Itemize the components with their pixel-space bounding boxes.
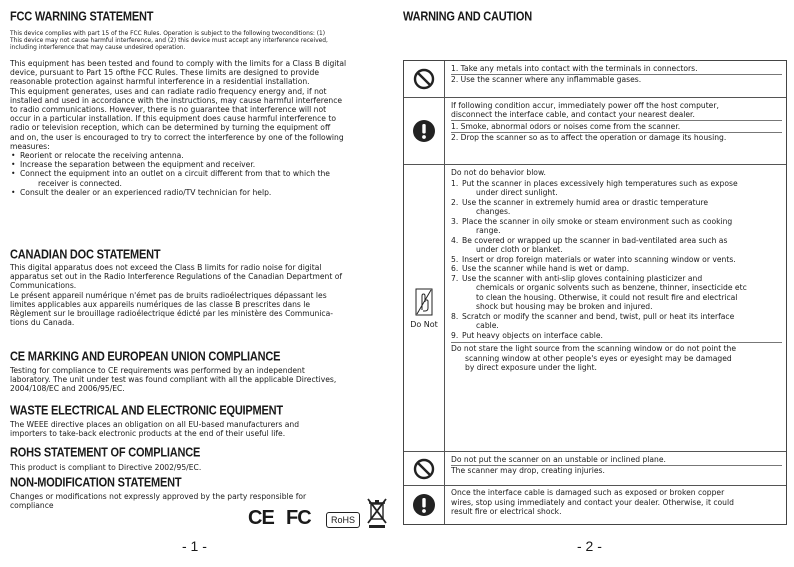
item-number: 3. xyxy=(451,216,459,226)
exclamation-icon xyxy=(412,119,436,143)
item-line: cable. xyxy=(476,321,499,331)
table-row xyxy=(404,485,786,524)
list-item: 2. Drop the scanner so as to affect the operation or damage its housing. xyxy=(451,133,727,143)
item-line: to clean the housing. Otherwise, it could not result fire and electrical xyxy=(476,292,738,302)
closing-line: scanning window at other people's eyes or eyesight may be damaged xyxy=(465,353,732,363)
item-line: under direct sunlight. xyxy=(476,188,558,198)
hand-prohibited-icon xyxy=(415,288,433,316)
table-row xyxy=(404,451,786,485)
ce-mark-logo: CE xyxy=(248,507,274,529)
list-item: 1. Take any metals into contact with the terminals in connectors. xyxy=(451,63,782,75)
mandatory-cell xyxy=(404,486,445,524)
list-item: • Reorient or relocate the receiving antenna. xyxy=(10,151,390,160)
item-line: Put heavy objects on interface cable. xyxy=(462,330,603,340)
mandatory-cell xyxy=(404,98,445,164)
list-item: • Consult the dealer or an experienced radio/TV technician for help. xyxy=(10,188,390,197)
ce-section xyxy=(10,350,390,362)
weee-bin-icon xyxy=(366,497,388,529)
fcc-measures-list xyxy=(10,151,390,179)
list-item xyxy=(451,264,782,274)
list-item xyxy=(451,236,782,255)
canadian-section xyxy=(10,248,390,260)
item-line: shock but housing may be broken and injured. xyxy=(476,302,653,312)
list-item xyxy=(451,274,782,312)
row-text xyxy=(445,452,786,485)
row-text xyxy=(445,61,786,97)
fcc-small-line: This device complies with part 15 of the FCC Rules. Operation is subject to the following twoconditions: (1) xyxy=(10,31,326,37)
weee-heading: WASTE ELECTRICAL AND ELECTRONIC EQUIPMENT xyxy=(10,404,283,418)
item-number: 8. xyxy=(451,311,459,321)
fcc-small-line: This device may not cause harmful interference, and (2) this device must accept any interference received, xyxy=(10,37,328,44)
ce-body xyxy=(10,366,390,394)
prohibition-icon xyxy=(413,458,435,480)
fcc-small-line: including interference that may cause undesired operation. xyxy=(10,44,186,51)
closing-line: by direct exposure under the light. xyxy=(465,363,597,373)
closing-note xyxy=(451,342,782,373)
weee-line: importers to take-back electronic products at the end of their useful life. xyxy=(10,429,286,439)
fcc-line: device, pursuant to Part 15 ofthe FCC Rules. These limits are designed to provide xyxy=(10,68,320,78)
prohibition-icon xyxy=(413,68,435,90)
weee-section xyxy=(10,404,390,416)
fcc-line: This equipment generates, uses and can radiate radio frequency energy and, if not xyxy=(10,86,327,96)
do-not-intro: Do not do behavior blow. xyxy=(451,168,546,177)
fcc-section xyxy=(10,10,390,22)
fcc-line: installed and used in accordance with the instructions, may cause harmful interference xyxy=(10,95,343,105)
fcc-heading: FCC WARNING STATEMENT xyxy=(10,10,154,24)
cable-line: Once the interface cable is damaged such as exposed or broken copper xyxy=(451,488,725,497)
table-row xyxy=(404,61,786,97)
page-left xyxy=(0,0,395,567)
item-line: Put the scanner in places excessively high temperatures such as expose xyxy=(462,178,738,188)
cable-line: result fire or electrical shock. xyxy=(451,507,562,517)
prohibition-cell xyxy=(404,452,445,485)
nonmod-line: Changes or modifications not expressly approved by the party responsible for xyxy=(10,492,307,501)
list-item: The scanner may drop, creating injuries. xyxy=(451,466,605,476)
canadian-body xyxy=(10,263,390,327)
do-not-cell xyxy=(404,165,445,451)
item-line: Insert or drop foreign materials or water into scanning window or vents. xyxy=(462,254,736,264)
condition-intro xyxy=(451,100,782,121)
list-item-continuation: receiver is connected. xyxy=(38,178,122,188)
canadian-line: Règlement sur le brouillage radioélectrique édicté par les ministère des Communica- xyxy=(10,309,334,319)
page-number-right: - 2 - xyxy=(577,538,602,554)
rohs-logo: RoHS xyxy=(326,512,360,528)
prohibition-cell xyxy=(404,61,445,97)
item-number: 1. xyxy=(451,178,459,188)
item-number: 2. xyxy=(451,197,459,207)
item-line: under cloth or blanket. xyxy=(476,245,563,255)
item-line: Be covered or wrapped up the scanner in bad-ventilated area such as xyxy=(462,235,728,245)
list-item xyxy=(451,217,782,236)
table-row xyxy=(404,97,786,164)
item-line: Use the scanner with anti-slip gloves containing plasticizer and xyxy=(462,273,703,283)
item-line: chemicals or organic solvents such as benzene, thinner, insecticide etc xyxy=(476,283,747,293)
item-line: Place the scanner in oily smoke or steam environment such as cooking xyxy=(462,216,733,226)
exclamation-icon xyxy=(412,493,436,517)
item-line: range. xyxy=(476,226,501,236)
canadian-line: tions du Canada. xyxy=(10,318,75,328)
list-item: • Connect the equipment into an outlet on a circuit different from that to which the xyxy=(10,169,390,178)
canadian-line: Le présent appareil numérique n'émet pas de bruits radioélectriques dépassant les xyxy=(10,290,327,300)
item-number: 5. xyxy=(451,254,459,264)
canadian-line: apparatus set out in the Radio Interference Regulations of the Canadian Department of xyxy=(10,272,343,282)
nonmod-heading: NON-MODIFICATION STATEMENT xyxy=(10,476,182,490)
list-item: • Increase the separation between the equipment and receiver. xyxy=(10,160,390,169)
ce-line: Testing for compliance to CE requirements was performed by an independent xyxy=(10,366,305,375)
ce-heading: CE MARKING AND EUROPEAN UNION COMPLIANCE xyxy=(10,350,281,364)
item-number: 7. xyxy=(451,273,459,283)
fcc-line: measures: xyxy=(10,141,50,151)
rohs-body xyxy=(10,463,390,472)
row-text xyxy=(445,165,786,451)
fcc-body xyxy=(10,59,390,197)
intro-line: If following condition accur, immediately power off the host computer, xyxy=(451,100,719,110)
canadian-line: Communications. xyxy=(10,281,77,291)
item-number: 4. xyxy=(451,235,459,245)
item-number: 9. xyxy=(451,330,459,340)
list-item xyxy=(451,255,782,265)
fcc-line: occur in a particular installation. If this equipment does cause harmful interference to xyxy=(10,114,336,124)
ce-line: laboratory. The unit under test was found compliant with all the applicable Directives, xyxy=(10,375,337,385)
row-text xyxy=(445,98,786,164)
row-text xyxy=(445,486,786,524)
fcc-small-print xyxy=(10,31,390,51)
nonmod-section xyxy=(10,476,390,488)
list-item xyxy=(451,198,782,217)
fcc-line: and on, the user is encouraged to try to correct the interference by one of the following xyxy=(10,132,344,142)
item-line: Use the scanner in extremely humid area or drastic temperature xyxy=(462,197,709,207)
fcc-logo: FC xyxy=(286,507,311,529)
rohs-line: This product is compliant to Directive 2002/95/EC. xyxy=(10,463,202,472)
canadian-heading: CANADIAN DOC STATEMENT xyxy=(10,248,161,262)
compliance-logos xyxy=(248,497,388,531)
warning-heading: WARNING AND CAUTION xyxy=(403,10,533,24)
fcc-line: This equipment has been tested and found to comply with the limits for a Class B digital xyxy=(10,59,347,68)
item-number: 6. xyxy=(451,264,459,274)
warning-heading-wrap xyxy=(403,10,532,22)
cable-line: wires, stop using immediately and contact your dealer. Otherwise, it could xyxy=(451,497,734,507)
do-not-label: Do Not xyxy=(410,319,438,329)
list-item: Do not put the scanner on an unstable or inclined plane. xyxy=(451,454,782,466)
weee-body xyxy=(10,420,390,438)
rohs-heading: ROHS STATEMENT OF COMPLIANCE xyxy=(10,446,201,460)
ce-line: 2004/108/EC and 2006/95/EC. xyxy=(10,384,125,394)
list-item xyxy=(451,312,782,331)
list-item: 1. Smoke, abnormal odors or noises come from the scanner. xyxy=(451,121,782,133)
closing-line: Do not stare the light source from the scanning window or do not point the xyxy=(451,344,737,354)
page-right xyxy=(397,0,794,567)
table-row xyxy=(404,164,786,451)
fcc-line: to radio communications. However, there is no guarantee that interference will not xyxy=(10,105,327,115)
warning-table xyxy=(403,60,787,525)
list-item xyxy=(451,179,782,198)
rohs-section xyxy=(10,446,390,458)
fcc-line: reasonable protection against harmful interference in a residential installation. xyxy=(10,77,310,87)
intro-line: disconnect the interface cable, and contact your nearest dealer. xyxy=(451,110,695,120)
fcc-measures-list-tail xyxy=(10,188,390,197)
list-item: 2. Use the scanner where any inflammable gases. xyxy=(451,75,642,85)
fcc-line: radio or television reception, which can be determined by turning the equipment off xyxy=(10,123,331,133)
nonmod-line: compliance xyxy=(10,501,54,511)
canadian-line: limites applicables aux appareils numériques de las classe B prescrites dans le xyxy=(10,299,311,309)
weee-line: The WEEE directive places an obligation on all EU-based manufacturers and xyxy=(10,420,300,429)
item-line: changes. xyxy=(476,207,511,217)
page-number-left: - 1 - xyxy=(182,538,207,554)
item-line: Scratch or modify the scanner and bend, twist, pull or heat its interface xyxy=(462,311,735,321)
item-line: Use the scanner while hand is wet or damp. xyxy=(462,264,629,274)
list-item xyxy=(451,331,782,341)
canadian-line: This digital apparatus does not exceed the Class B limits for radio noise for digital xyxy=(10,263,322,272)
